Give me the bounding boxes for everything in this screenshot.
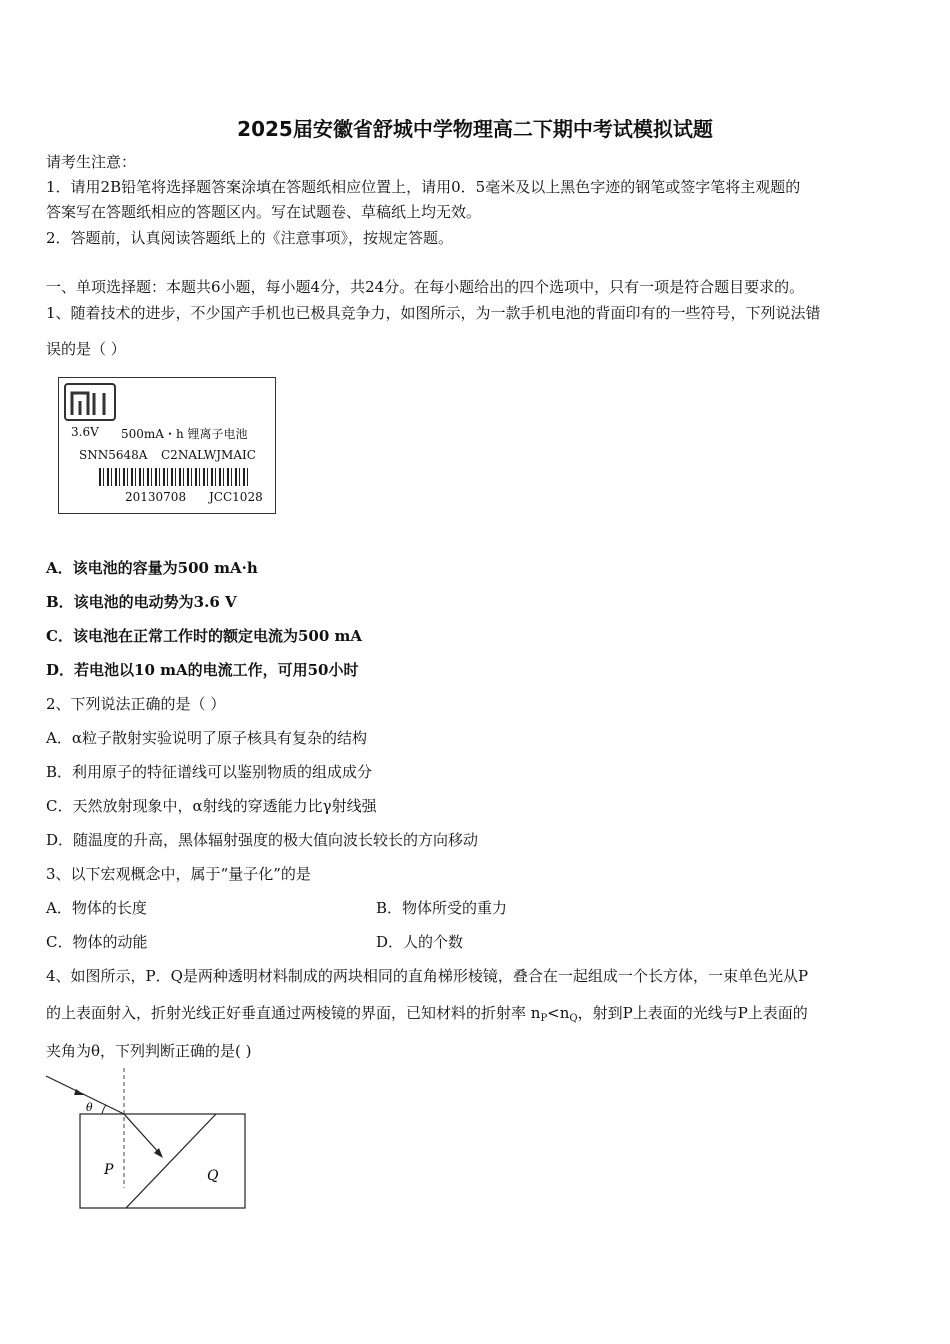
brand-logo: [64, 383, 116, 421]
q1-option-b: B．该电池的电动势为3.6 V: [46, 593, 237, 611]
battery-code-3: JCC1028: [209, 490, 263, 504]
battery-code-2: C2NALWJMAIC: [161, 448, 256, 462]
q4-sub-q: Q: [569, 1013, 578, 1024]
battery-code-1: SNN5648A: [79, 448, 148, 462]
notice-line-3: 2．答题前，认真阅读答题纸上的《注意事项》，按规定答题。: [46, 229, 454, 247]
notice-line-1: 1．请用2B铅笔将选择题答案涂填在答题纸相应位置上，请用0．5毫米及以上黑色字迹的钢笔或签字笔将主观题的: [46, 178, 801, 196]
notice-heading: 请考生注意：: [46, 153, 137, 171]
q4-line2-a: 的上表面射入，折射光线正好垂直通过两棱镜的界面，已知材料的折射率 n: [46, 1004, 541, 1022]
q1-option-a: A．该电池的容量为500 mA·h: [46, 559, 258, 577]
q3-option-a: A．物体的长度: [46, 899, 147, 917]
incident-ray: [46, 1076, 124, 1114]
prism-block-outline: [80, 1114, 245, 1208]
q1-stem-line-2: 误的是（ ）: [46, 340, 126, 358]
q3-stem: 3、以下宏观概念中，属于“量子化”的是: [46, 865, 311, 883]
q2-option-a: A．α粒子散射实验说明了原子核具有复杂的结构: [46, 729, 367, 747]
barcode: [99, 468, 249, 486]
q4-stem-line-3: 夹角为θ，下列判断正确的是( ): [46, 1042, 252, 1060]
q1-stem-line-1: 1、随着技术的进步，不少国产手机也已极具竞争力，如图所示，为一款手机电池的背面印有的一些符号，下列说法错: [46, 304, 821, 322]
refracted-ray: [124, 1114, 161, 1155]
q2-option-b: B．利用原子的特征谱线可以鉴别物质的组成成分: [46, 763, 373, 781]
battery-voltage: 3.6V: [71, 425, 99, 439]
q1-option-d: D．若电池以10 mA的电流工作，可用50小时: [46, 661, 359, 679]
q4-sub-p: P: [540, 1013, 548, 1024]
q2-option-d: D．随温度的升高，黑体辐射强度的极大值向波长较长的方向移动: [46, 831, 479, 849]
battery-capacity: 500mA・h 锂离子电池: [121, 427, 248, 441]
prism-figure: [44, 1068, 249, 1213]
q3-option-c: C．物体的动能: [46, 933, 148, 951]
q2-stem: 2、下列说法正确的是（ ）: [46, 695, 226, 713]
q4-stem-line-2: [46, 1003, 808, 1029]
q1-option-c: C．该电池在正常工作时的额定电流为500 mA: [46, 627, 362, 645]
q2-option-c: C．天然放射现象中，α射线的穿透能力比γ射线强: [46, 797, 377, 815]
q4-stem-line-1: 4、如图所示，P．Q是两种透明材料制成的两块相同的直角梯形棱镜，叠合在一起组成一个长方体，一束单色光从P: [46, 967, 809, 985]
theta-arc: [102, 1105, 106, 1114]
section-heading: 一、单项选择题：本题共6小题，每小题4分，共24分。在每小题给出的四个选项中，只有一项是符合题目要求的。: [46, 278, 805, 296]
page-title: 2025届安徽省舒城中学物理高二下期中考试模拟试题: [237, 117, 713, 141]
notice-line-2: 答案写在答题纸相应的答题区内。写在试题卷、草稿纸上均无效。: [46, 203, 482, 221]
label-q: Q: [207, 1168, 219, 1184]
label-p: P: [104, 1162, 114, 1178]
q4-lt: <n: [547, 1004, 570, 1022]
q4-line2-b: ，射到P上表面的光线与P上表面的: [577, 1004, 808, 1022]
battery-label-figure: [58, 377, 276, 514]
battery-date: 20130708: [125, 490, 187, 504]
q3-option-b: B．物体所受的重力: [376, 899, 508, 917]
theta-label: θ: [86, 1101, 93, 1114]
q3-option-d: D．人的个数: [376, 933, 464, 951]
prism-interface: [126, 1114, 216, 1208]
